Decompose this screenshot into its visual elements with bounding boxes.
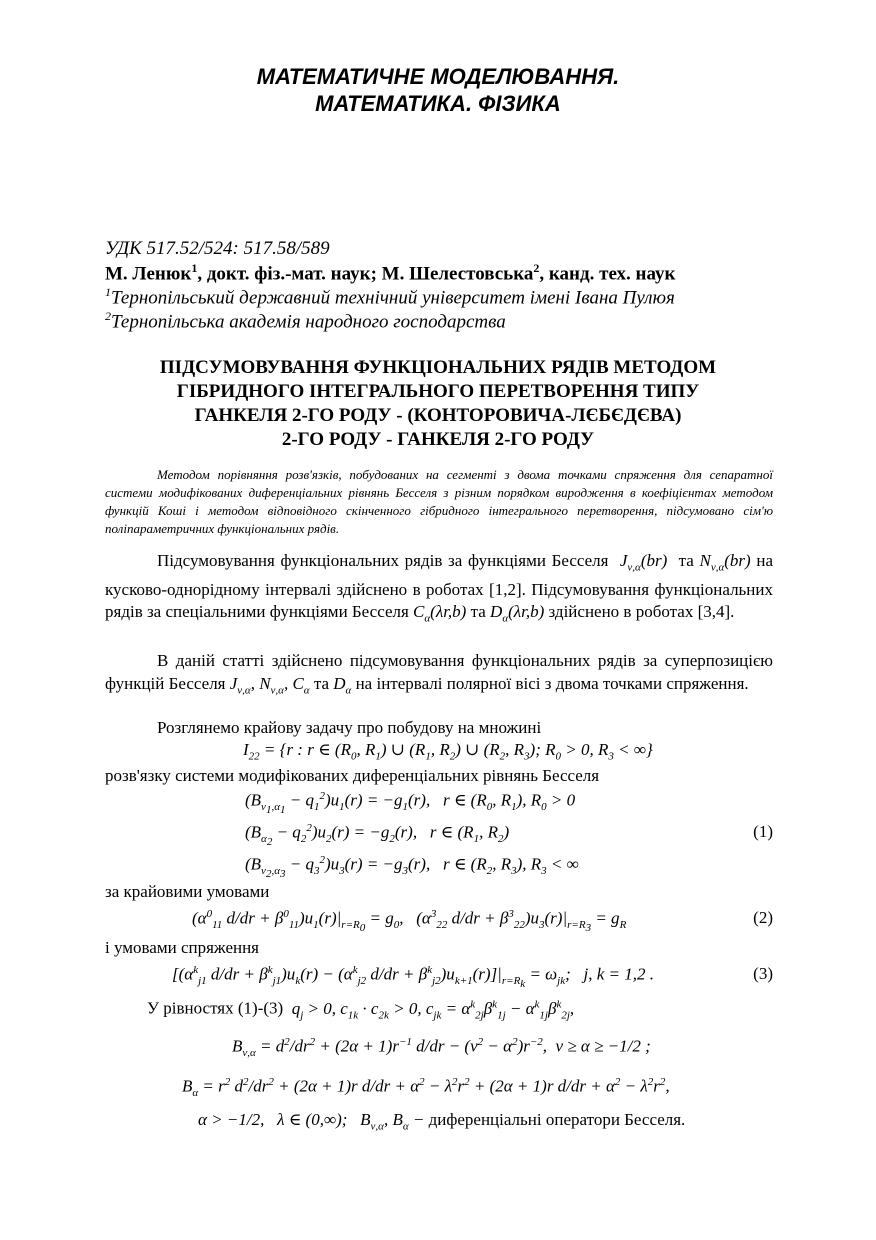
author-1-name: М. Ленюк xyxy=(105,263,192,285)
paper-title-line3: ГАНКЕЛЯ 2-ГО РОДУ - (КОНТОРОВИЧА-ЛЄБЄДЄВА) xyxy=(194,405,682,426)
udc-code: УДК 517.52/524: 517.58/589 xyxy=(105,238,330,259)
bessel-d-formula: $D_\alpha(\lambda r,b)$ xyxy=(490,602,545,625)
affiliation-2 xyxy=(105,309,506,333)
author-2-name: М. Шелестовська xyxy=(381,263,534,285)
author-2-degree: , канд. тех. наук xyxy=(539,263,676,285)
superposition-functions: $J_{\nu,\alpha}$, $N_{\nu,\alpha}$, $C_\alpha$ xyxy=(229,673,310,696)
paragraph-3: Розглянемо крайову задачу про побудову на множині xyxy=(157,718,542,737)
superposition-d: $D_\alpha$ xyxy=(333,673,352,696)
paragraph-2-part-a: В даній статті здійснено підсумовування функціональних рядів за суперпозицією функцій Бесселя xyxy=(105,651,773,693)
paragraph-1-part-a: Підсумовування функціональних рядів за функціями Бесселя xyxy=(157,551,609,570)
operator-b-alpha: $B_\alpha = r^2$ $d^2/dr^2 + (2\alpha + 1)r$ $d/dr + \alpha^2 - \lambda^2r^2 + (2\alpha + 1)r$ $d/dr + \alpha^2 - \lambda^2r^2$, xyxy=(182,1076,670,1100)
paragraph-2 xyxy=(105,650,773,701)
paragraph-6: і умовами спряження xyxy=(105,938,260,957)
equation-number-3: (3) xyxy=(753,964,773,983)
section-heading-line2: МАТЕМАТИКА. ФІЗИКА xyxy=(315,91,561,116)
paper-title-line4: 2-ГО РОДУ - ГАНКЕЛЯ 2-ГО РОДУ xyxy=(281,429,595,450)
paper-title-line2: ГІБРИДНОГО ІНТЕГРАЛЬНОГО ПЕРЕТВОРЕННЯ ТИПУ xyxy=(176,381,700,402)
affiliation-1-text: Тернопільський державний технічний університет імені Івана Пулюя xyxy=(111,287,675,309)
paragraph-5: за крайовими умовами xyxy=(105,882,270,901)
paragraph-4: розв'язку системи модифікованих диференціальних рівнянь Бесселя xyxy=(105,766,600,785)
set-i22-formula: $I_{22} = \{r$ : r ∈ ($R_0$, $R_1$) ∪ ($R_1$, $R_2$) ∪ ($R_2$, $R_3$); $R_0 > 0$, $R_3$ < ∞} xyxy=(243,740,653,763)
paragraph-7-text: У рівностях (1)-(3) xyxy=(147,998,284,1018)
paragraph-2-and: та xyxy=(313,673,330,693)
equation-3: [($\alpha^k_{j1}$ $d/dr + \beta^k_{j1})u_k(r) - (\alpha^k_{j2}$ $d/dr + \beta^k_{j2})u_{k+1}(r)]|_{r=R_k} = \omega_{jk}$; j, k = 1,2 . xyxy=(172,964,655,991)
affiliation-1-mark: 1 xyxy=(105,285,111,299)
paragraph-1-and-1: та xyxy=(678,551,694,570)
equation-number-2: (2) xyxy=(753,908,773,927)
paragraph-1 xyxy=(105,550,773,630)
section-heading-line1: МАТЕМАТИЧНЕ МОДЕЛЮВАННЯ. xyxy=(256,64,620,89)
abstract: Методом порівняння розв'язків, побудованих на сегменті з двома точками спряження для сепаратної системи модифікованих диференціальних рівнянь Бесселя з різним порядком виродження в коефіцієнтах методом функцій Коші і методом відповідного скінченного гібридного інтегрального перетворення, підсумовано сім'ю поліпараметричних функціональних рядів. xyxy=(105,467,773,536)
paragraph-8 xyxy=(198,1110,685,1132)
paragraph-1-and-2: та xyxy=(470,602,486,622)
equation-2: ($\alpha^0_{11}$ $d/dr + \beta^0_{11})u_1(r)|_{r=R_0} = g_0$, ($\alpha^3_{22}$ $d/dr + \beta^3_{22})u_3(r)|_{r=R_3} = g_R$ xyxy=(192,908,627,935)
paragraph-7 xyxy=(147,998,574,1021)
paragraph-1-part-b: на кусково-однорідному інтервалі здійснено в роботах [1,2]. Підсумовування функціональних рядів за спеціальними функціями Бесселя xyxy=(105,551,774,622)
paragraph-2-part-b: на інтервалі полярної вісі з двома точками спряження. xyxy=(355,673,749,693)
author-1-mark: 1 xyxy=(191,261,198,275)
author-2-mark: 2 xyxy=(533,261,540,275)
affiliation-1 xyxy=(105,285,675,309)
bessel-c-formula: $C_\alpha(\lambda r,b)$ xyxy=(413,602,467,625)
equation-1b: $(B_{\alpha_2} - q_2^2)u_2(r) = -g_2(r)$, r ∈ ($R_1$, $R_2$) xyxy=(245,822,510,849)
parameter-constraints: α > −1/2, λ ∈ (0,∞); $B_{\nu,\alpha}$, $B_\alpha$ − xyxy=(198,1110,429,1133)
paper-title-line1: ПІДСУМОВУВАННЯ ФУНКЦІОНАЛЬНИХ РЯДІВ МЕТОДОМ xyxy=(159,357,717,378)
bessel-n-formula: $N_{\nu,\alpha}(br)$ xyxy=(699,551,751,574)
equation-1c: $(B_{\nu_2,\alpha_3} - q_3^2)u_3(r) = -g_3(r)$, r ∈ ($R_2$, $R_3$), $R_3$ < ∞ xyxy=(245,854,579,881)
operator-b-nu-alpha: $B_{\nu,\alpha} = d^2/dr^2 + (2\alpha + 1)r^{-1}$ $d/dr - (\nu^2 - \alpha^2)r^{-2}$, ν ≥ α ≥ −1/2 ; xyxy=(232,1036,651,1060)
bessel-j-formula: $J_{\nu,\alpha}(br)$ xyxy=(614,551,673,574)
paragraph-8-text: диференціальні оператори Бесселя. xyxy=(428,1110,686,1129)
authors-line xyxy=(105,261,675,285)
author-1-degree: , докт. фіз.-мат. наук; xyxy=(197,263,382,285)
equation-number-1: (1) xyxy=(753,822,773,841)
equation-1a: $(B_{\nu_1,\alpha_1} - q_1^2)u_1(r) = -g_1(r)$, r ∈ ($R_0$, $R_1$), $R_0 > 0$ xyxy=(245,790,576,817)
affiliation-2-mark: 2 xyxy=(105,309,111,323)
paragraph-1-part-c: здійснено в роботах [3,4]. xyxy=(548,602,735,622)
affiliation-2-text: Тернопільська академія народного господарства xyxy=(111,311,506,333)
conditions-formula: $q_j > 0$, $c_{1k} \cdot c_{2k} > 0$, $c_{jk} = \alpha^k_{2j}\beta^k_{1j} - \alpha^k_{1j}\beta^k_{2j}$, xyxy=(287,998,575,1022)
